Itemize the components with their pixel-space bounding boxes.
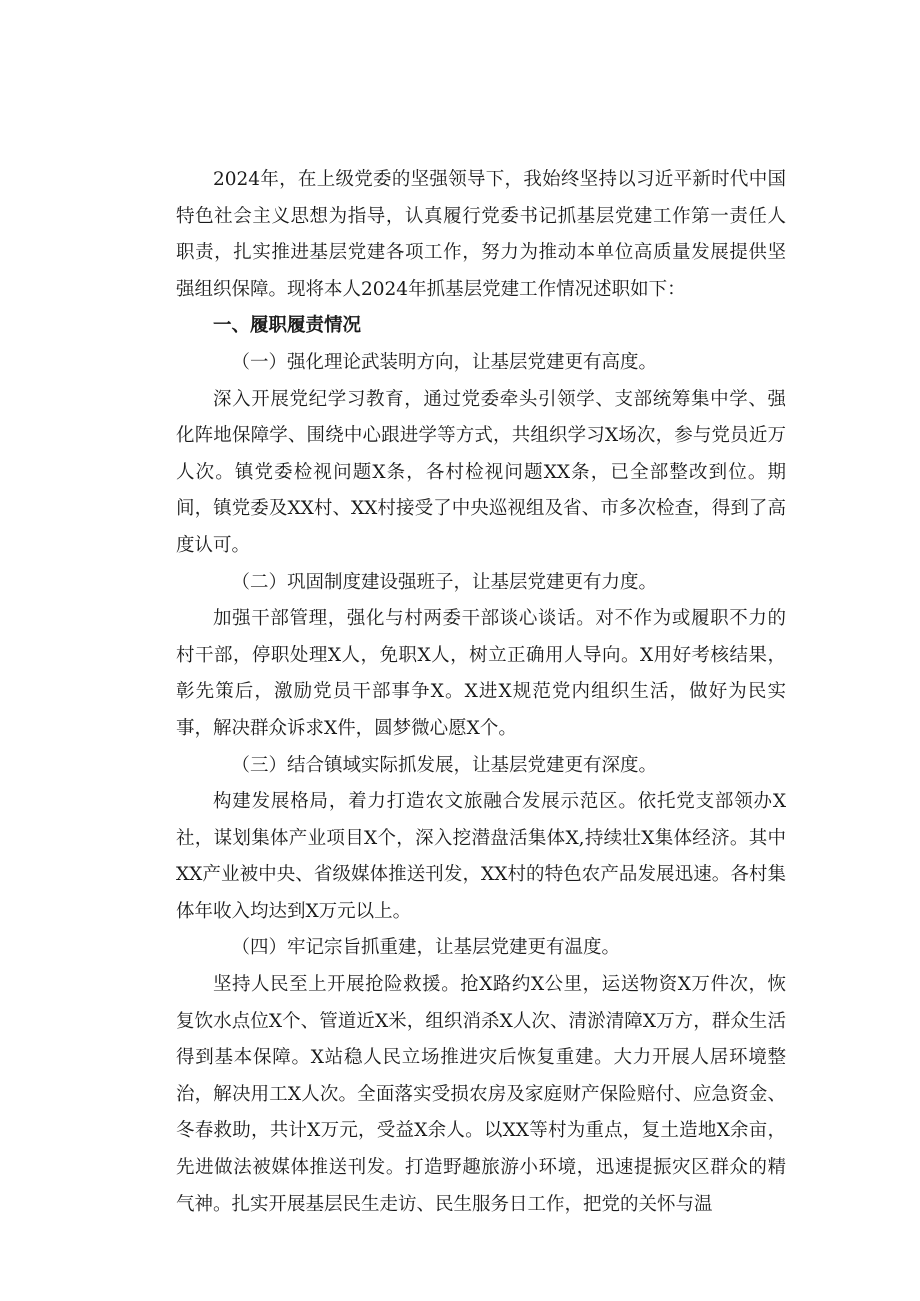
subsection-body-3: 构建发展格局，着力打造农文旅融合发展示范区。依托党支部领办X社，谋划集体产业项目X个，深入挖潜盘活集体X,持续壮X集体经济。其中XX产业被中央、省级媒体推送刊发，XX村的特色农产品发展迅速。各村集体年收入均达到X万元以上。: [176, 791, 786, 922]
subsection-heading-2: （二）巩固制度建设强班子，让基层党建更有力度。: [231, 571, 658, 593]
document-body: [176, 162, 786, 1223]
intro-paragraph: 2024年，在上级党委的坚强领导下，我始终坚持以习近平新时代中国特色社会主义思想为指导，认真履行党委书记抓基层党建工作第一责任人职责，扎实推进基层党建各项工作，努力为推动本单位高质量发展提供坚强组织保障。现将本人2024年抓基层党建工作情况述职如下：: [176, 169, 786, 300]
subsection-heading-3: （三）结合镇域实际抓发展，让基层党建更有深度。: [231, 754, 658, 776]
subsection-body-1: 深入开展党纪学习教育，通过党委牵头引领学、支部统筹集中学、强化阵地保障学、围绕中心跟进学等方式，共组织学习X场次，参与党员近万人次。镇党委检视问题X条，各村检视问题XX条，已全部整改到位。期间，镇党委及XX村、XX村接受了中央巡视组及省、市多次检查，得到了高度认可。: [176, 388, 786, 556]
subsection-body-4: 坚持人民至上开展抢险救援。抢X路约X公里，运送物资X万件次，恢复饮水点位X个、管道近X米，组织消杀X人次、清淤清障X万方，群众生活得到基本保障。X站稳人民立场推进灾后恢复重建。大力开展人居环境整治，解决用工X人次。全面落实受损农房及家庭财产保险赔付、应急资金、冬春救助，共计X万元，受益X余人。以XX等村为重点，复土造地X余亩，先进做法被媒体推送刊发。打造野趣旅游小环境，迅速提振灾区群众的精气神。扎实开展基层民生走访、民生服务日工作，把党的关怀与温: [176, 974, 786, 1215]
section-heading: 一、履职履责情况: [213, 315, 362, 337]
subsection-body-2: 加强干部管理，强化与村两委干部谈心谈话。对不作为或履职不力的村干部，停职处理X人，免职X人，树立正确用人导向。X用好考核结果，彰先策后，激励党员干部事争X。X进X规范党内组织生活，做好为民实事，解决群众诉求X件，圆梦微心愿X个。: [176, 608, 786, 739]
subsection-heading-1: （一）强化理论武装明方向，让基层党建更有高度。: [231, 351, 658, 373]
subsection-heading-4: （四）牢记宗旨抓重建，让基层党建更有温度。: [231, 937, 621, 959]
